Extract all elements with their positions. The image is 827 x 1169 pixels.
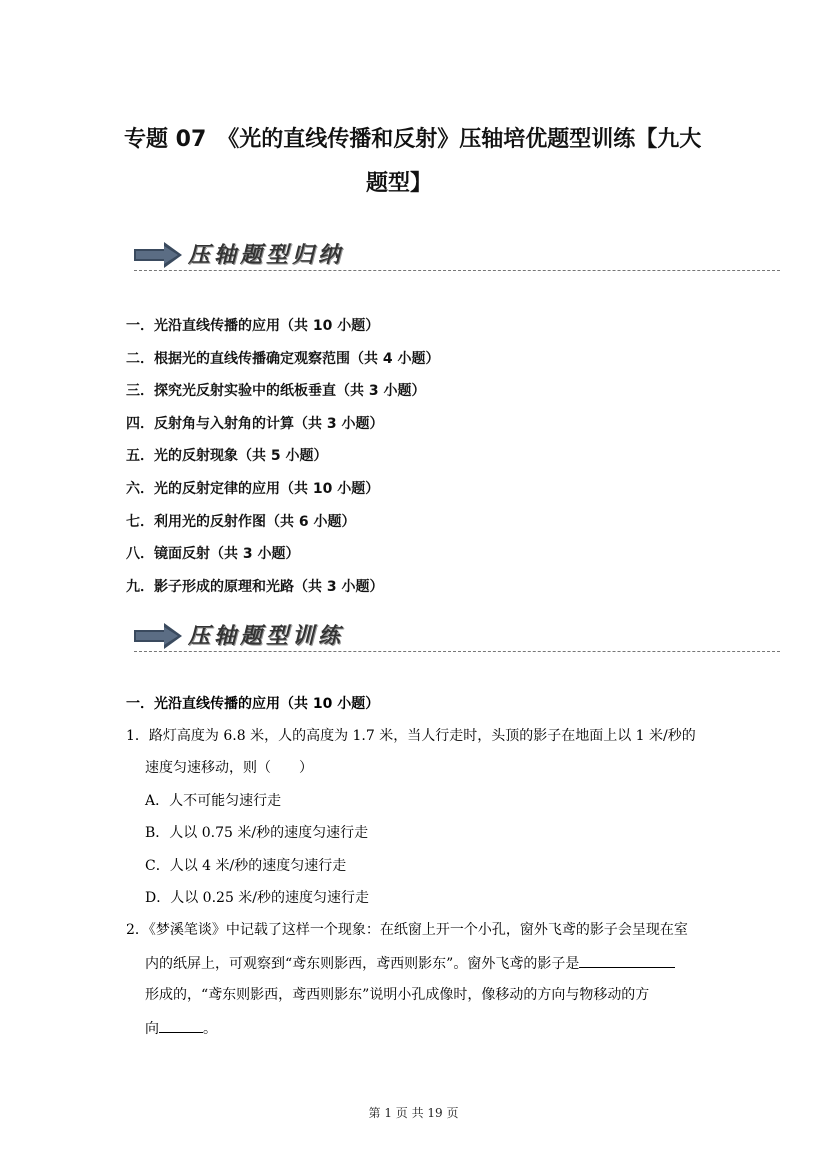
section-banner-training xyxy=(134,617,780,657)
toc-item: 五．光的反射现象（共 5 小题） xyxy=(126,448,328,465)
title-line-1: 专题 07 《光的直线传播和反射》压轴培优题型训练【九大 xyxy=(124,127,702,152)
question-section xyxy=(126,694,726,1050)
question-type-list xyxy=(126,316,726,609)
option-c: C．人以 4 米/秒的速度匀速行走 xyxy=(145,857,347,874)
question-text: 向 xyxy=(145,1020,159,1037)
toc-item: 八．镜面反射（共 3 小题） xyxy=(126,546,300,563)
section-banner-summary xyxy=(134,236,780,276)
toc-item: 二．根据光的直线传播确定观察范围（共 4 小题） xyxy=(126,350,440,367)
section-heading: 一．光沿直线传播的应用（共 10 小题） xyxy=(126,696,380,712)
question-stem xyxy=(126,1018,726,1050)
toc-item: 六．光的反射定律的应用（共 10 小题） xyxy=(126,480,380,497)
banner-title: 压轴题型训练 xyxy=(188,623,345,649)
arrow-icon xyxy=(134,242,182,268)
option-d: D．人以 0.25 米/秒的速度匀速行走 xyxy=(145,889,370,906)
arrow-icon xyxy=(134,623,182,649)
banner-title: 压轴题型归纳 xyxy=(188,242,345,268)
question-text: 。 xyxy=(203,1020,217,1037)
toc-item: 三．探究光反射实验中的纸板垂直（共 3 小题） xyxy=(126,383,426,400)
option-b: B．人以 0.75 米/秒的速度匀速行走 xyxy=(145,825,369,842)
answer-blank[interactable] xyxy=(159,1018,203,1033)
answer-blank[interactable] xyxy=(579,953,675,968)
title-line-2: 题型】 xyxy=(365,171,432,196)
toc-item: 七．利用光的反射作图（共 6 小题） xyxy=(126,513,356,530)
toc-item: 一．光沿直线传播的应用（共 10 小题） xyxy=(126,318,380,334)
question-stem: 形成的，“鸢东则影西，鸢西则影东”说明小孔成像时，像移动的方向与物移动的方 xyxy=(145,987,650,1004)
dashed-divider xyxy=(134,270,780,271)
question-stem xyxy=(126,953,726,985)
question-1 xyxy=(126,726,726,920)
question-2 xyxy=(126,920,726,1050)
dashed-divider xyxy=(134,651,780,652)
option-a: A．人不可能匀速行走 xyxy=(145,792,282,809)
toc-item: 九．影子形成的原理和光路（共 3 小题） xyxy=(126,578,384,595)
toc-item: 四．反射角与入射角的计算（共 3 小题） xyxy=(126,415,384,432)
document-title xyxy=(124,118,714,206)
question-stem: 速度匀速移动，则（ ） xyxy=(145,760,313,777)
page-footer: 第 1 页 共 19 页 xyxy=(368,1106,459,1120)
question-stem: 1．路灯高度为 6.8 米，人的高度为 1.7 米，当人行走时，头顶的影子在地面上以 1 米/秒的 xyxy=(126,728,696,744)
question-stem: 2．《梦溪笔谈》中记载了这样一个现象：在纸窗上开一个小孔，窗外飞鸢的影子会呈现在室 xyxy=(126,922,688,939)
question-text: 内的纸屏上，可观察到“鸢东则影西，鸢西则影东”。窗外飞鸢的影子是 xyxy=(145,955,580,972)
